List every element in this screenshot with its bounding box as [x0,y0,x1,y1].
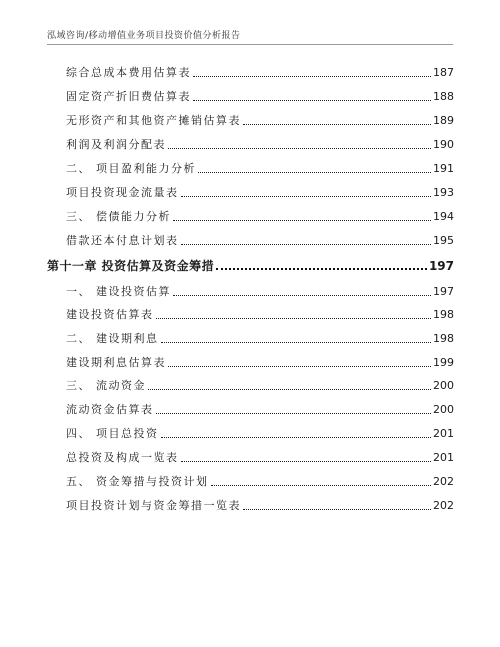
toc-entry-label: 二、 建设期利息 [66,332,159,345]
toc-entry-label: 固定资产折旧费估算表 [66,90,191,103]
toc-page-number: 200 [433,403,454,416]
toc-entry-label: 建设投资估算表 [66,308,154,321]
dot-leader [168,147,431,149]
header-rule [47,44,453,45]
toc-page-number: 191 [433,162,454,175]
toc-entry-label: 综合总成本费用估算表 [66,66,191,79]
dot-leader [216,267,427,270]
toc-entry[interactable] [66,134,454,152]
toc-entry[interactable] [66,110,454,128]
dot-leader [193,99,431,101]
toc-chapter-entry[interactable] [47,255,454,273]
toc-entry[interactable] [66,158,454,176]
toc-entry[interactable] [66,328,454,346]
toc-page-number: 198 [433,332,454,345]
running-header: 泓域咨询/移动增值业务项目投资价值分析报告 [47,31,241,41]
toc-page-number: 188 [433,90,454,103]
dot-leader [198,171,431,173]
toc-entry-label: 四、 项目总投资 [66,427,159,440]
dot-leader [173,219,431,221]
dot-leader [156,317,432,319]
dot-leader [181,243,432,245]
toc-entry-label: 无形资产和其他资产摊销估算表 [66,114,241,127]
dot-leader [148,388,431,390]
toc-entry[interactable] [66,375,454,393]
toc-page-number: 202 [433,499,454,512]
toc-page-number: 190 [433,138,454,151]
toc-page-number: 193 [433,186,454,199]
dot-leader [156,412,432,414]
toc-entry-label: 第十一章 投资估算及资金筹措 [47,259,215,273]
toc-entry-label: 一、 建设投资估算 [66,285,171,298]
toc-entry[interactable] [66,423,454,441]
toc-entry[interactable] [66,281,454,299]
toc-entry[interactable] [66,304,454,322]
toc-entry-label: 总投资及构成一览表 [66,451,179,464]
toc-page-number: 201 [433,427,454,440]
toc-entry[interactable] [66,230,454,248]
toc-page-number: 189 [433,114,454,127]
toc-page-number: 194 [433,210,454,223]
toc-entry[interactable] [66,399,454,417]
toc-page-number: 199 [433,356,454,369]
toc-entry-label: 建设期利息估算表 [66,356,166,369]
toc-entry-label: 三、 偿债能力分析 [66,210,171,223]
toc-entry-label: 项目投资现金流量表 [66,186,179,199]
toc-entry[interactable] [66,447,454,465]
toc-entry[interactable] [66,495,454,513]
toc-entry[interactable] [66,206,454,224]
dot-leader [173,294,431,296]
toc-page-number: 195 [433,234,454,247]
toc-entry-label: 三、 流动资金 [66,379,146,392]
toc-entry[interactable] [66,471,454,489]
toc-page-number: 198 [433,308,454,321]
dot-leader [181,460,432,462]
toc-entry[interactable] [66,86,454,104]
toc-page-number: 200 [433,379,454,392]
toc-entry-label: 二、 项目盈利能力分析 [66,162,196,175]
toc-page-number: 201 [433,451,454,464]
dot-leader [168,365,431,367]
toc-page-number: 197 [428,259,454,273]
toc-entry[interactable] [66,182,454,200]
toc-entry-label: 利润及利润分配表 [66,138,166,151]
dot-leader [181,195,432,197]
toc-entry-label: 五、 资金筹措与投资计划 [66,475,209,488]
dot-leader [211,484,432,486]
dot-leader [193,75,431,77]
dot-leader [161,341,432,343]
dot-leader [243,123,431,125]
toc-page-number: 187 [433,66,454,79]
toc-entry-label: 项目投资计划与资金筹措一览表 [66,499,241,512]
toc-page-number: 197 [433,285,454,298]
toc-entry-label: 借款还本付息计划表 [66,234,179,247]
toc-entry[interactable] [66,352,454,370]
dot-leader [243,508,431,510]
toc-entry[interactable] [66,62,454,80]
dot-leader [161,436,432,438]
toc-page-number: 202 [433,475,454,488]
toc-entry-label: 流动资金估算表 [66,403,154,416]
